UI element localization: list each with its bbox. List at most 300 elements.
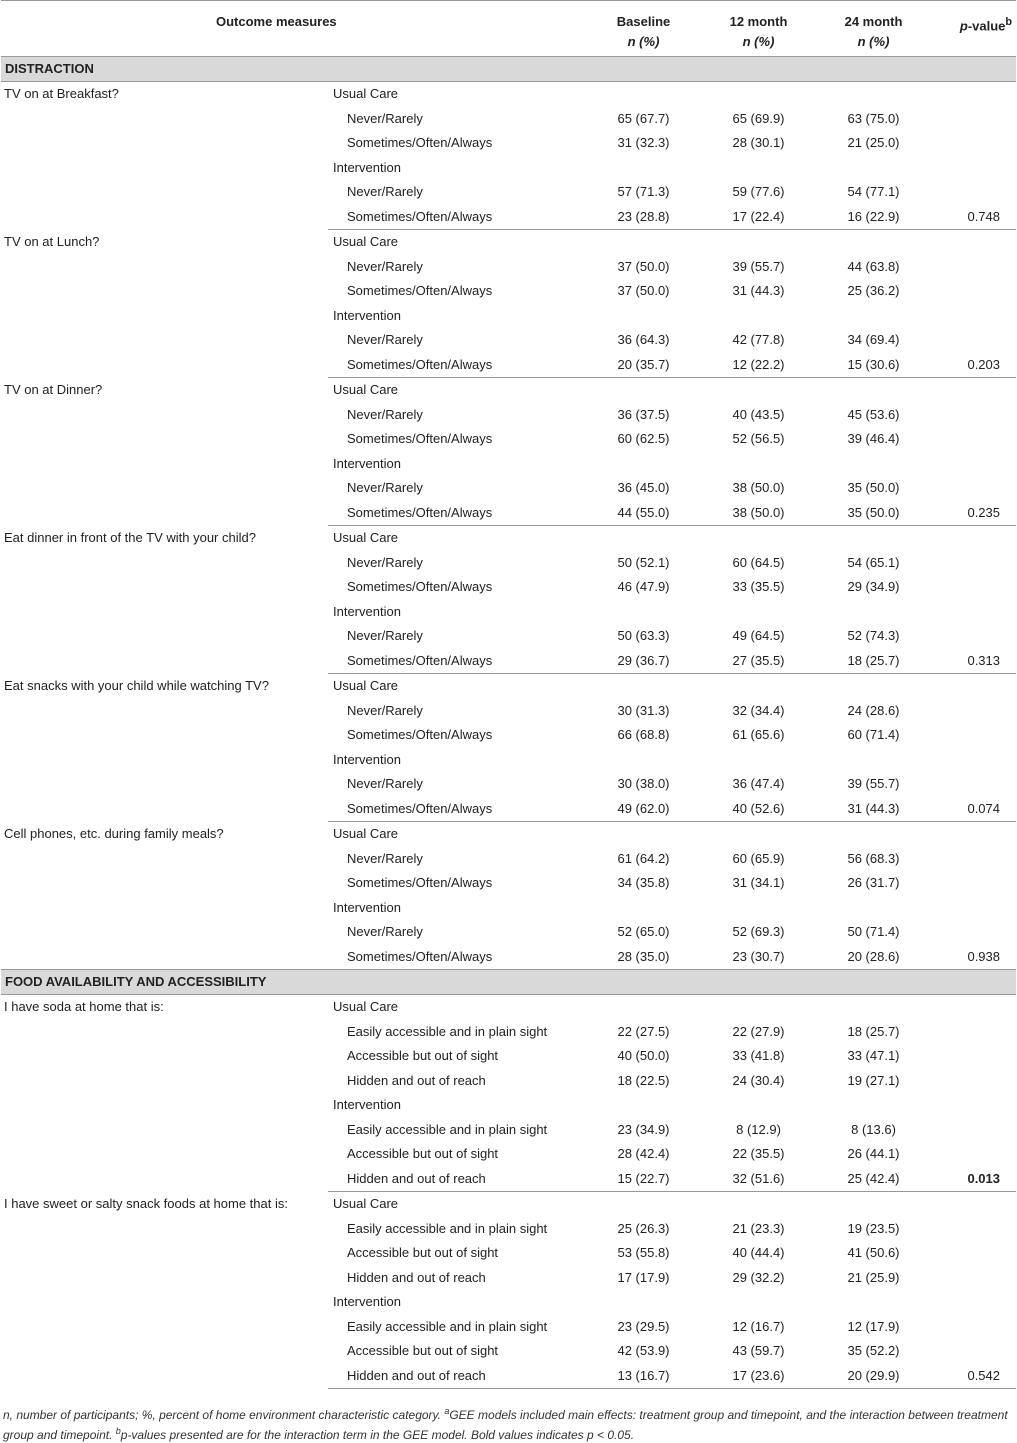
response-label: Hidden and out of reach xyxy=(347,1072,486,1088)
baseline-value: 15 (22.7) xyxy=(586,1167,701,1192)
month12-value: 28 (30.1) xyxy=(732,135,785,151)
group-label: Intervention xyxy=(333,307,401,323)
group-label: Usual Care xyxy=(333,382,399,398)
baseline-header-label: Baseline xyxy=(616,14,671,29)
empty-cell xyxy=(586,674,701,699)
outcome-measures-header: Outcome measures xyxy=(1,1,586,57)
response-label: Easily accessible and in plain sight xyxy=(347,1023,548,1039)
month12-value: 17 (23.6) xyxy=(701,1364,816,1389)
month24-value: 19 (27.1) xyxy=(847,1072,900,1088)
empty-cell xyxy=(931,896,1016,921)
response-label: Never/Rarely xyxy=(347,110,423,126)
empty-cell xyxy=(816,896,931,921)
group-label: Intervention xyxy=(333,159,401,175)
baseline-value: 61 (64.2) xyxy=(617,850,670,866)
empty-cell xyxy=(931,575,1016,600)
response-label: Easily accessible and in plain sight xyxy=(347,1318,548,1334)
baseline-value: 28 (35.0) xyxy=(586,945,701,970)
empty-cell xyxy=(701,1192,816,1217)
empty-cell xyxy=(701,378,816,403)
empty-cell xyxy=(931,328,1016,353)
month24-value: 8 (13.6) xyxy=(851,1121,896,1137)
month24-value: 54 (77.1) xyxy=(847,184,900,200)
month24-value: 45 (53.6) xyxy=(847,406,900,422)
month24-value: 56 (68.3) xyxy=(847,850,900,866)
pvalue-header-p: p xyxy=(959,18,968,34)
empty-cell xyxy=(931,551,1016,576)
empty-cell xyxy=(586,1290,701,1315)
group-row xyxy=(1,378,1016,403)
empty-cell xyxy=(931,403,1016,428)
baseline-n-pct: n (%) xyxy=(627,34,660,49)
month12-value: 60 (65.9) xyxy=(732,850,785,866)
response-label: Never/Rarely xyxy=(347,406,423,422)
month24-value: 19 (23.5) xyxy=(847,1220,900,1236)
pvalue: 0.203 xyxy=(931,353,1016,378)
month12-value: 27 (35.5) xyxy=(701,649,816,674)
group-label: Usual Care xyxy=(333,678,399,694)
question-label: Eat dinner in front of the TV with your child? xyxy=(4,529,256,545)
group-row xyxy=(1,82,1016,107)
group-label: Usual Care xyxy=(333,86,399,102)
response-label: Hidden and out of reach xyxy=(328,1167,586,1192)
response-label: Never/Rarely xyxy=(347,924,423,940)
baseline-value: 22 (27.5) xyxy=(617,1023,670,1039)
empty-cell xyxy=(816,156,931,181)
empty-cell xyxy=(701,748,816,773)
month12-header xyxy=(701,1,816,57)
empty-cell xyxy=(816,230,931,255)
baseline-value: 30 (31.3) xyxy=(617,702,670,718)
response-label: Sometimes/Often/Always xyxy=(347,727,493,743)
baseline-value: 17 (17.9) xyxy=(617,1269,670,1285)
month12-value: 36 (47.4) xyxy=(732,776,785,792)
question-label: TV on at Breakfast? xyxy=(4,86,119,101)
month12-value: 31 (44.3) xyxy=(732,283,785,299)
month12-value: 38 (50.0) xyxy=(732,480,785,496)
response-label: Sometimes/Often/Always xyxy=(347,135,493,151)
baseline-value: 36 (37.5) xyxy=(617,406,670,422)
section-title: FOOD AVAILABILITY AND ACCESSIBILITY xyxy=(1,970,1016,995)
empty-cell xyxy=(931,1192,1016,1217)
footnote-sup-b: b xyxy=(115,1426,121,1436)
baseline-value: 42 (53.9) xyxy=(617,1343,670,1359)
group-label: Intervention xyxy=(333,899,401,915)
empty-cell xyxy=(816,526,931,551)
empty-cell xyxy=(701,304,816,329)
month24-header-label: 24 month xyxy=(844,14,903,29)
response-label: Hidden and out of reach xyxy=(347,1269,486,1285)
month12-n-pct: n (%) xyxy=(742,34,775,49)
empty-cell xyxy=(931,772,1016,797)
baseline-value: 36 (64.3) xyxy=(617,332,670,348)
group-label: Intervention xyxy=(333,455,401,471)
empty-cell xyxy=(931,1315,1016,1340)
month24-value: 39 (46.4) xyxy=(847,431,900,447)
month24-value: 25 (42.4) xyxy=(816,1167,931,1192)
response-label: Never/Rarely xyxy=(347,332,423,348)
response-label: Sometimes/Often/Always xyxy=(347,283,493,299)
month12-value: 49 (64.5) xyxy=(732,628,785,644)
month12-value: 61 (65.6) xyxy=(732,727,785,743)
month12-value: 32 (51.6) xyxy=(701,1167,816,1192)
month12-value: 43 (59.7) xyxy=(732,1343,785,1359)
group-label: Intervention xyxy=(333,603,401,619)
response-label: Hidden and out of reach xyxy=(328,1364,586,1389)
month24-value: 63 (75.0) xyxy=(847,110,900,126)
empty-cell xyxy=(701,1290,816,1315)
baseline-value: 23 (29.5) xyxy=(617,1318,670,1334)
month24-value: 35 (52.2) xyxy=(847,1343,900,1359)
empty-cell xyxy=(586,378,701,403)
month24-value: 35 (50.0) xyxy=(847,480,900,496)
month12-value: 22 (35.5) xyxy=(732,1146,785,1162)
table-body xyxy=(1,57,1016,1389)
empty-cell xyxy=(816,378,931,403)
group-label: Usual Care xyxy=(333,234,399,250)
month24-value: 24 (28.6) xyxy=(847,702,900,718)
month24-value: 18 (25.7) xyxy=(816,649,931,674)
question-label: TV on at Lunch? xyxy=(4,233,100,249)
month24-value: 33 (47.1) xyxy=(847,1048,900,1064)
response-label: Sometimes/Often/Always xyxy=(347,875,493,891)
month24-value: 20 (29.9) xyxy=(816,1364,931,1389)
month12-value: 32 (34.4) xyxy=(732,702,785,718)
baseline-value: 52 (65.0) xyxy=(617,924,670,940)
month24-value: 35 (50.0) xyxy=(816,501,931,526)
response-label: Sometimes/Often/Always xyxy=(347,579,493,595)
month12-value: 59 (77.6) xyxy=(732,184,785,200)
empty-cell xyxy=(586,822,701,847)
footnote-part1: n, number of participants; %, percent of home environment characteristic category. xyxy=(3,1408,445,1422)
month24-value: 34 (69.4) xyxy=(847,332,900,348)
month12-value: 52 (56.5) xyxy=(732,431,785,447)
group-row xyxy=(1,230,1016,255)
empty-cell xyxy=(586,896,701,921)
section-header-row xyxy=(1,970,1016,995)
response-label: Never/Rarely xyxy=(347,554,423,570)
group-row xyxy=(1,995,1016,1020)
month12-value: 65 (69.9) xyxy=(732,110,785,126)
group-label: Usual Care xyxy=(333,530,399,546)
empty-cell xyxy=(931,1339,1016,1364)
baseline-value: 34 (35.8) xyxy=(617,875,670,891)
empty-cell xyxy=(816,452,931,477)
empty-cell xyxy=(816,995,931,1020)
baseline-value: 28 (42.4) xyxy=(617,1146,670,1162)
empty-cell xyxy=(931,1290,1016,1315)
footnote-part2: GEE models included main effects: treatment group and timepoint, and the interaction between treatment group and timepoint. xyxy=(3,1408,1008,1442)
table-footnote xyxy=(3,1403,1013,1443)
response-label: Never/Rarely xyxy=(347,258,423,274)
month24-value: 12 (17.9) xyxy=(847,1318,900,1334)
empty-cell xyxy=(586,156,701,181)
month24-value: 44 (63.8) xyxy=(847,258,900,274)
empty-cell xyxy=(931,180,1016,205)
empty-cell xyxy=(931,1266,1016,1291)
empty-cell xyxy=(816,1290,931,1315)
question-label: TV on at Dinner? xyxy=(4,381,103,397)
month12-value: 31 (34.1) xyxy=(732,875,785,891)
empty-cell xyxy=(816,1093,931,1118)
empty-cell xyxy=(586,526,701,551)
empty-cell xyxy=(586,995,701,1020)
baseline-value: 29 (36.7) xyxy=(586,649,701,674)
empty-cell xyxy=(931,920,1016,945)
empty-cell xyxy=(586,600,701,625)
empty-cell xyxy=(931,600,1016,625)
empty-cell xyxy=(586,1093,701,1118)
empty-cell xyxy=(816,82,931,107)
empty-cell xyxy=(931,255,1016,280)
pvalue: 0.013 xyxy=(931,1167,1016,1192)
pvalue: 0.074 xyxy=(931,797,1016,822)
baseline-value: 23 (28.8) xyxy=(586,205,701,230)
pvalue: 0.235 xyxy=(931,501,1016,526)
empty-cell xyxy=(931,822,1016,847)
month12-value: 29 (32.2) xyxy=(732,1269,785,1285)
month12-value: 21 (23.3) xyxy=(732,1220,785,1236)
empty-cell xyxy=(931,1241,1016,1266)
empty-cell xyxy=(931,674,1016,699)
empty-cell xyxy=(586,82,701,107)
month12-value: 12 (22.2) xyxy=(701,353,816,378)
empty-cell xyxy=(931,995,1016,1020)
pvalue: 0.542 xyxy=(931,1364,1016,1389)
empty-cell xyxy=(586,748,701,773)
month12-value: 8 (12.9) xyxy=(736,1121,781,1137)
month12-value: 33 (41.8) xyxy=(732,1048,785,1064)
question-label: I have sweet or salty snack foods at home that is: xyxy=(4,1195,288,1211)
empty-cell xyxy=(701,230,816,255)
group-label: Intervention xyxy=(333,1294,401,1310)
month24-value: 26 (31.7) xyxy=(847,875,900,891)
empty-cell xyxy=(816,600,931,625)
month24-value: 41 (50.6) xyxy=(847,1245,900,1261)
baseline-value: 23 (34.9) xyxy=(617,1121,670,1137)
empty-cell xyxy=(931,452,1016,477)
baseline-value: 13 (16.7) xyxy=(586,1364,701,1389)
empty-cell xyxy=(586,452,701,477)
empty-cell xyxy=(931,1142,1016,1167)
month12-value: 12 (16.7) xyxy=(732,1318,785,1334)
response-label: Sometimes/Often/Always xyxy=(347,431,493,447)
pvalue-header-rest: -value xyxy=(967,18,1006,34)
empty-cell xyxy=(816,674,931,699)
month24-value: 29 (34.9) xyxy=(847,579,900,595)
empty-cell xyxy=(931,1118,1016,1143)
response-label: Sometimes/Often/Always xyxy=(328,501,586,526)
baseline-value: 20 (35.7) xyxy=(586,353,701,378)
baseline-value: 36 (45.0) xyxy=(617,480,670,496)
month24-value: 20 (28.6) xyxy=(816,945,931,970)
pvalue: 0.313 xyxy=(931,649,1016,674)
empty-cell xyxy=(931,526,1016,551)
group-label: Intervention xyxy=(333,751,401,767)
month24-value: 31 (44.3) xyxy=(816,797,931,822)
month24-value: 26 (44.1) xyxy=(847,1146,900,1162)
empty-cell xyxy=(931,1217,1016,1242)
empty-cell xyxy=(816,748,931,773)
empty-cell xyxy=(701,156,816,181)
empty-cell xyxy=(816,822,931,847)
group-label: Intervention xyxy=(333,1097,401,1113)
empty-cell xyxy=(931,427,1016,452)
month12-value: 22 (27.9) xyxy=(732,1023,785,1039)
question-label: I have soda at home that is: xyxy=(4,999,164,1014)
month24-value: 54 (65.1) xyxy=(847,554,900,570)
pvalue-header-sup: b xyxy=(1005,16,1013,28)
empty-cell xyxy=(931,1044,1016,1069)
empty-cell xyxy=(816,1192,931,1217)
baseline-value: 25 (26.3) xyxy=(617,1220,670,1236)
empty-cell xyxy=(701,452,816,477)
response-label: Never/Rarely xyxy=(347,702,423,718)
month12-value: 24 (30.4) xyxy=(732,1072,785,1088)
empty-cell xyxy=(701,526,816,551)
month12-value: 40 (43.5) xyxy=(732,406,785,422)
section-header-row xyxy=(1,57,1016,82)
baseline-value: 50 (63.3) xyxy=(617,628,670,644)
baseline-value: 31 (32.3) xyxy=(617,135,670,151)
month12-value: 23 (30.7) xyxy=(701,945,816,970)
response-label: Sometimes/Often/Always xyxy=(328,945,586,970)
month12-value: 38 (50.0) xyxy=(701,501,816,526)
month12-value: 33 (35.5) xyxy=(732,579,785,595)
empty-cell xyxy=(931,156,1016,181)
month24-n-pct: n (%) xyxy=(857,34,890,49)
table-header-row xyxy=(1,1,1016,57)
group-row xyxy=(1,822,1016,847)
empty-cell xyxy=(931,1069,1016,1094)
empty-cell xyxy=(931,476,1016,501)
month24-value: 21 (25.9) xyxy=(847,1269,900,1285)
pvalue: 0.748 xyxy=(931,205,1016,230)
response-label: Accessible but out of sight xyxy=(347,1245,499,1261)
empty-cell xyxy=(931,871,1016,896)
month24-value: 50 (71.4) xyxy=(847,924,900,940)
empty-cell xyxy=(931,131,1016,156)
baseline-value: 65 (67.7) xyxy=(617,110,670,126)
empty-cell xyxy=(931,1093,1016,1118)
empty-cell xyxy=(931,378,1016,403)
empty-cell xyxy=(701,82,816,107)
month12-value: 39 (55.7) xyxy=(732,258,785,274)
baseline-value: 37 (50.0) xyxy=(617,258,670,274)
response-label: Never/Rarely xyxy=(347,850,423,866)
empty-cell xyxy=(701,896,816,921)
empty-cell xyxy=(931,279,1016,304)
response-label: Sometimes/Often/Always xyxy=(328,353,586,378)
group-label: Usual Care xyxy=(333,826,399,842)
response-label: Never/Rarely xyxy=(347,628,423,644)
empty-cell xyxy=(816,304,931,329)
question-label: Cell phones, etc. during family meals? xyxy=(4,825,224,841)
baseline-header xyxy=(586,1,701,57)
baseline-value: 49 (62.0) xyxy=(586,797,701,822)
empty-cell xyxy=(931,699,1016,724)
empty-cell xyxy=(931,107,1016,132)
month24-value: 18 (25.7) xyxy=(847,1023,900,1039)
response-label: Never/Rarely xyxy=(347,184,423,200)
empty-cell xyxy=(931,624,1016,649)
group-row xyxy=(1,526,1016,551)
month12-value: 52 (69.3) xyxy=(732,924,785,940)
empty-cell xyxy=(701,600,816,625)
group-row xyxy=(1,1192,1016,1217)
empty-cell xyxy=(701,995,816,1020)
month24-value: 52 (74.3) xyxy=(847,628,900,644)
outcome-table xyxy=(1,0,1016,1389)
response-label: Easily accessible and in plain sight xyxy=(347,1220,548,1236)
baseline-value: 50 (52.1) xyxy=(617,554,670,570)
month24-value: 25 (36.2) xyxy=(847,283,900,299)
month12-value: 40 (52.6) xyxy=(701,797,816,822)
footnote-sup-a: a xyxy=(444,1406,450,1416)
month12-header-label: 12 month xyxy=(729,14,788,29)
month12-value: 17 (22.4) xyxy=(701,205,816,230)
group-row xyxy=(1,674,1016,699)
baseline-value: 66 (68.8) xyxy=(617,727,670,743)
response-label: Sometimes/Often/Always xyxy=(328,797,586,822)
empty-cell xyxy=(931,230,1016,255)
empty-cell xyxy=(701,822,816,847)
baseline-value: 46 (47.9) xyxy=(617,579,670,595)
response-label: Sometimes/Often/Always xyxy=(328,649,586,674)
response-label: Easily accessible and in plain sight xyxy=(347,1121,548,1137)
empty-cell xyxy=(586,304,701,329)
baseline-value: 53 (55.8) xyxy=(617,1245,670,1261)
month12-value: 42 (77.8) xyxy=(732,332,785,348)
baseline-value: 60 (62.5) xyxy=(617,431,670,447)
empty-cell xyxy=(931,847,1016,872)
baseline-value: 44 (55.0) xyxy=(586,501,701,526)
footnote-part3: p-values presented are for the interaction term in the GEE model. Bold values indicates p < 0.05. xyxy=(120,1428,635,1442)
baseline-value: 40 (50.0) xyxy=(617,1048,670,1064)
response-label: Never/Rarely xyxy=(347,776,423,792)
month24-value: 60 (71.4) xyxy=(847,727,900,743)
empty-cell xyxy=(586,230,701,255)
empty-cell xyxy=(931,82,1016,107)
group-label: Usual Care xyxy=(333,999,399,1015)
response-label: Never/Rarely xyxy=(347,480,423,496)
pvalue-header xyxy=(931,1,1016,57)
month24-value: 21 (25.0) xyxy=(847,135,900,151)
month12-value: 40 (44.4) xyxy=(732,1245,785,1261)
month24-value: 39 (55.7) xyxy=(847,776,900,792)
baseline-value: 30 (38.0) xyxy=(617,776,670,792)
empty-cell xyxy=(931,748,1016,773)
baseline-value: 37 (50.0) xyxy=(617,283,670,299)
response-label: Accessible but out of sight xyxy=(347,1048,499,1064)
empty-cell xyxy=(931,304,1016,329)
section-title: DISTRACTION xyxy=(1,57,1016,82)
pvalue: 0.938 xyxy=(931,945,1016,970)
response-label: Sometimes/Often/Always xyxy=(328,205,586,230)
empty-cell xyxy=(586,1192,701,1217)
month24-value: 16 (22.9) xyxy=(816,205,931,230)
empty-cell xyxy=(701,674,816,699)
question-label: Eat snacks with your child while watching TV? xyxy=(4,677,269,693)
group-label: Usual Care xyxy=(333,1196,399,1212)
baseline-value: 18 (22.5) xyxy=(617,1072,670,1088)
response-label: Accessible but out of sight xyxy=(347,1146,499,1162)
empty-cell xyxy=(701,1093,816,1118)
month24-header xyxy=(816,1,931,57)
response-label: Accessible but out of sight xyxy=(347,1343,499,1359)
month12-value: 60 (64.5) xyxy=(732,554,785,570)
baseline-value: 57 (71.3) xyxy=(617,184,670,200)
